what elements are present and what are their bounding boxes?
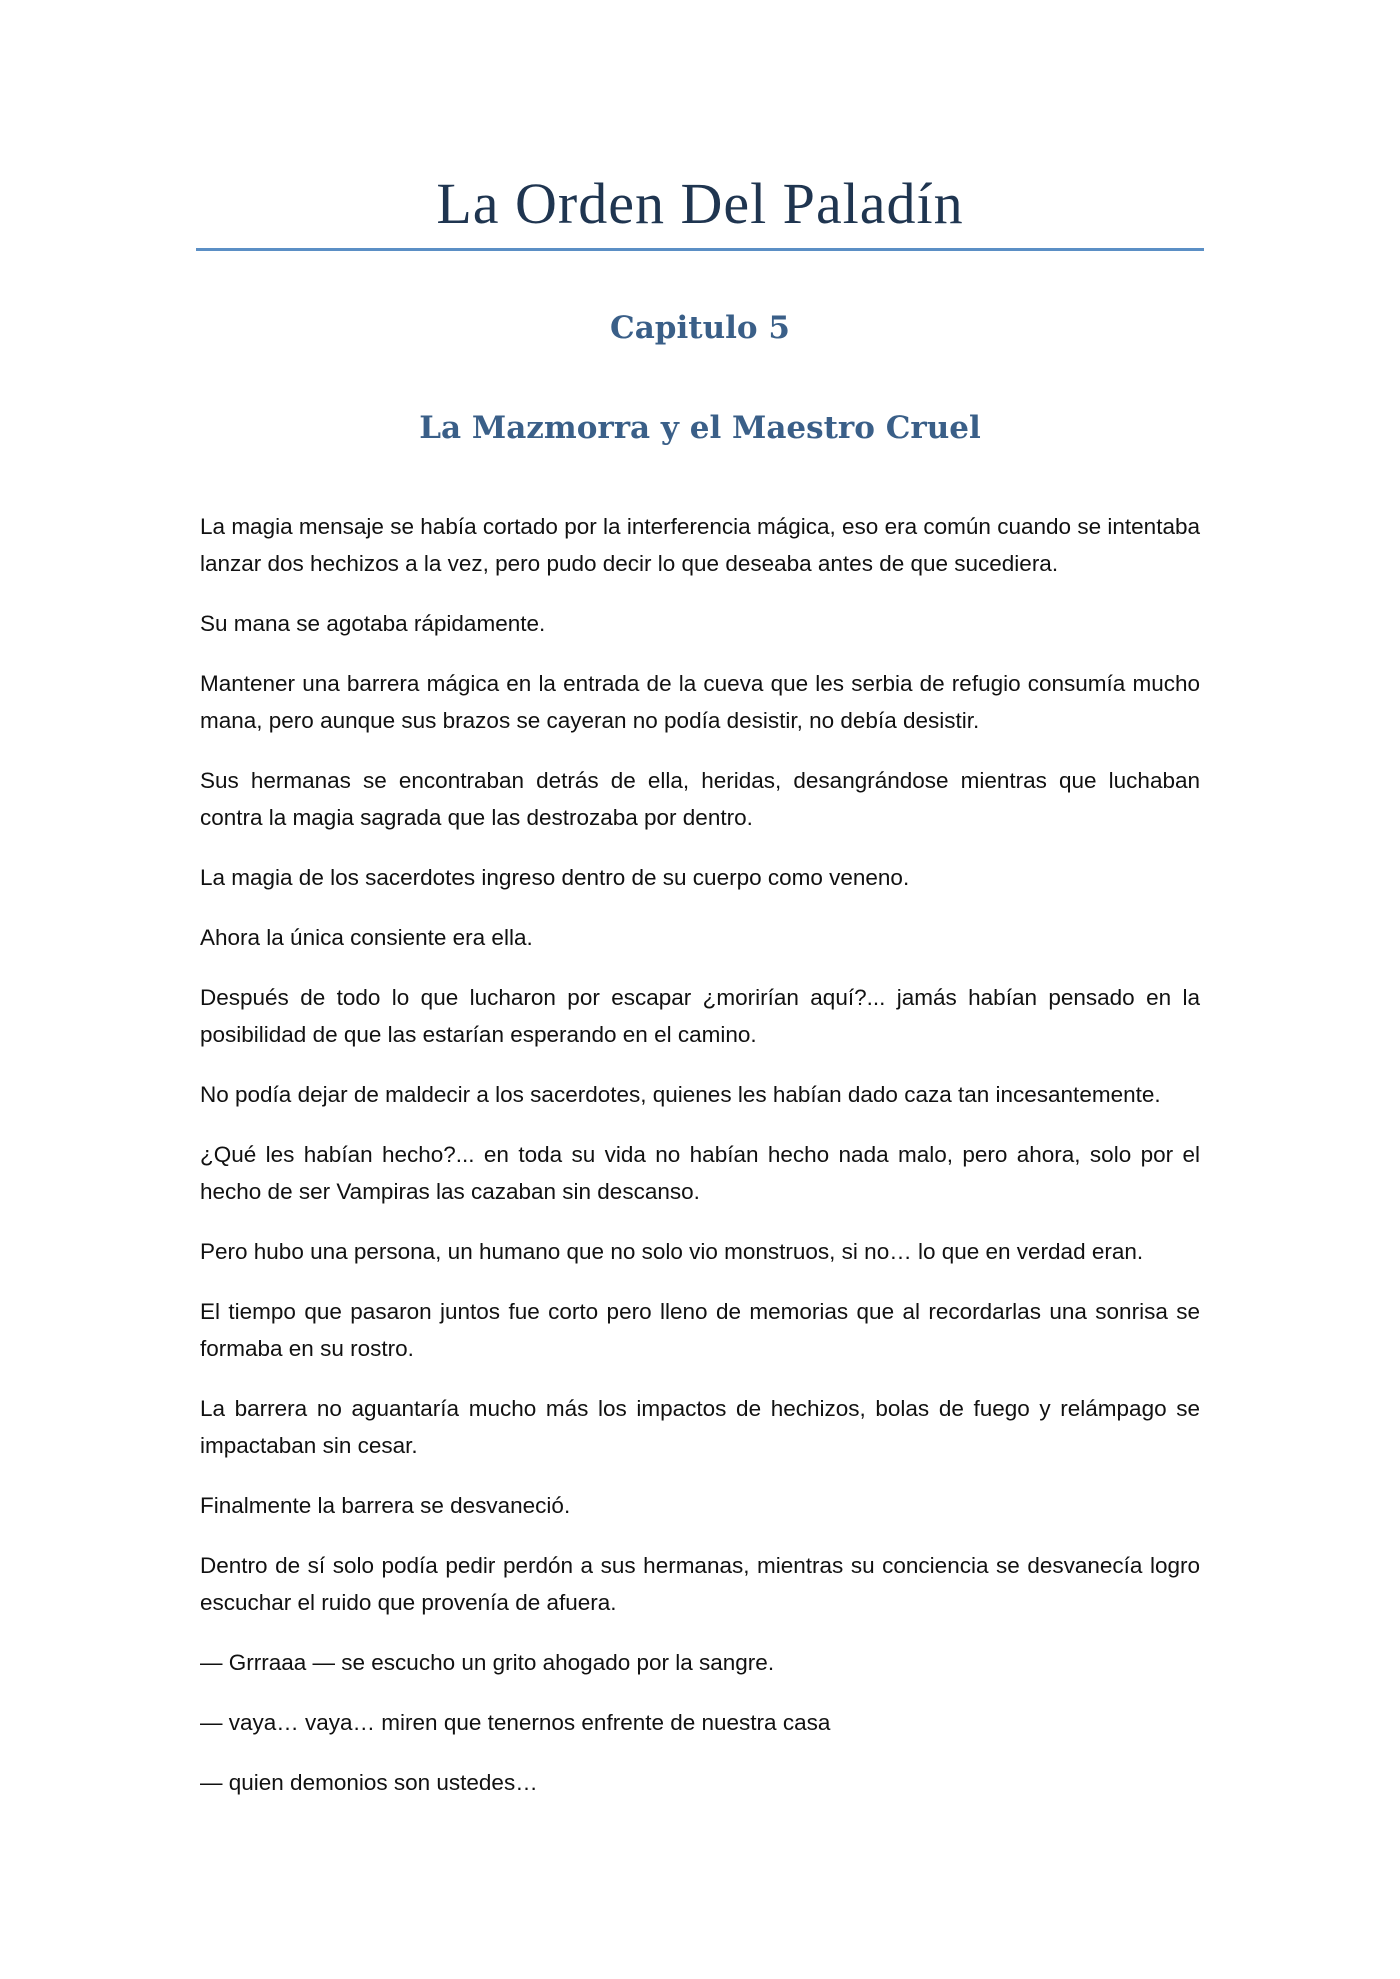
paragraph: Después de todo lo que lucharon por escapar ¿morirían aquí?... jamás habían pensado en la posibilidad de que las estarían esperando en el camino. — [200, 985, 1200, 1047]
chapter-heading: Capitulo 5 — [610, 310, 790, 346]
title-block — [196, 160, 1204, 251]
dialogue-line: — Grrraaa — se escucho un grito ahogado por la sangre. — [200, 1650, 775, 1675]
dialogue-line: — quien demonios son ustedes… — [200, 1770, 538, 1795]
paragraph: Dentro de sí solo podía pedir perdón a sus hermanas, mientras su conciencia se desvanecía logro escuchar el ruido que provenía de afuera. — [200, 1553, 1200, 1615]
document-body — [200, 508, 1200, 1824]
paragraph: ¿Qué les habían hecho?... en toda su vida no habían hecho nada malo, pero ahora, solo por el hecho de ser Vampiras las cazaban sin descanso. — [200, 1142, 1200, 1204]
paragraph: Sus hermanas se encontraban detrás de ella, heridas, desangrándose mientras que luchaban contra la magia sagrada que las destrozaba por dentro. — [200, 768, 1200, 830]
paragraph: El tiempo que pasaron juntos fue corto pero lleno de memorias que al recordarlas una sonrisa se formaba en su rostro. — [200, 1299, 1200, 1361]
paragraph: Finalmente la barrera se desvaneció. — [200, 1493, 571, 1518]
dialogue-line: — vaya… vaya… miren que tenernos enfrente de nuestra casa — [200, 1710, 831, 1735]
paragraph: La barrera no aguantaría mucho más los impactos de hechizos, bolas de fuego y relámpago se impactaban sin cesar. — [200, 1396, 1200, 1458]
paragraph: Mantener una barrera mágica en la entrada de la cueva que les serbia de refugio consumía mucho mana, pero aunque sus brazos se cayeran no podía desistir, no debía desistir. — [200, 671, 1200, 733]
title-underline — [196, 248, 1204, 251]
paragraph: Pero hubo una persona, un humano que no solo vio monstruos, si no… lo que en verdad eran. — [200, 1239, 1144, 1264]
paragraph: La magia de los sacerdotes ingreso dentro de su cuerpo como veneno. — [200, 865, 910, 890]
paragraph: Su mana se agotaba rápidamente. — [200, 611, 546, 636]
document-title: La Orden Del Paladín — [436, 171, 964, 236]
chapter-subtitle: La Mazmorra y el Maestro Cruel — [419, 410, 981, 446]
paragraph: La magia mensaje se había cortado por la interferencia mágica, eso era común cuando se intentaba lanzar dos hechizos a la vez, pero pudo decir lo que deseaba antes de que sucediera. — [200, 514, 1200, 576]
paragraph: No podía dejar de maldecir a los sacerdotes, quienes les habían dado caza tan incesantemente. — [200, 1082, 1161, 1107]
paragraph: Ahora la única consiente era ella. — [200, 925, 533, 950]
